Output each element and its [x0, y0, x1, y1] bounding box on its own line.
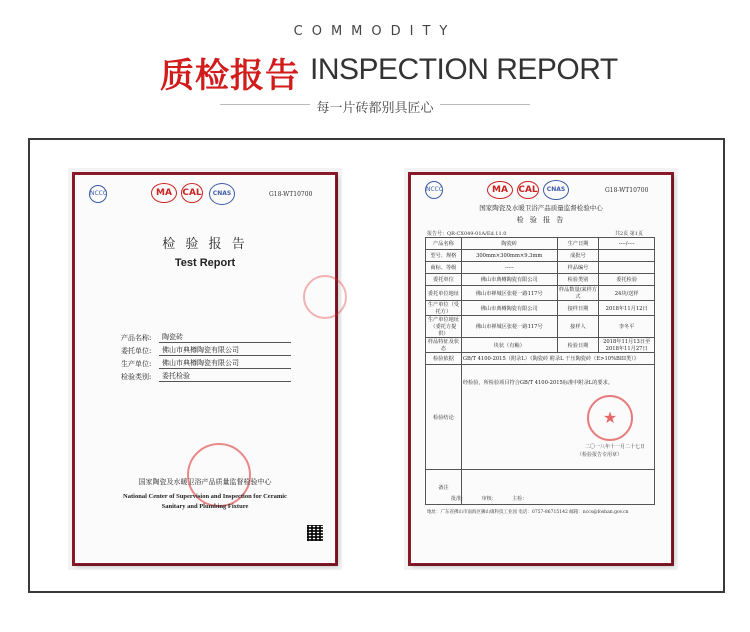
table-row: 型号、规格 300mm×300mm×9.3mm 成批号: [426, 250, 655, 262]
table-row: 委托单位地址 佛山市禅城区张槎一路117号 样品数量/来样方式 24块/送样: [426, 286, 655, 301]
nccc-logo-icon: NCCC: [425, 181, 443, 199]
field-product: 产品名称: 陶瓷砖: [121, 331, 291, 344]
field-category: 检验类别: 委托检验: [121, 370, 291, 383]
table-row: 样品特征及状态 块状（有釉） 检验日期 2018年11月13日至2018年11月27日: [426, 338, 655, 353]
table-row: 检验结论 经检验，所检验项目符合GB/T 4100-2015标准中附录L的要求。: [426, 365, 655, 470]
field-producer: 生产单位: 佛山市典樽陶瓷有限公司: [121, 357, 291, 370]
table-row: 产品名称 陶瓷砖 生产日期 ----/----: [426, 238, 655, 250]
ma-logo-icon: MA: [151, 183, 177, 203]
footer-address: 地址：广东省佛山市南海区狮山镇科技工业园 电话：0757-86715142 邮箱：nccs@foshan.gov.cn: [427, 510, 629, 515]
qr-code-icon: [307, 525, 323, 541]
cert-number: G18-WT10700: [269, 191, 313, 198]
cal-logo-icon: CAL: [517, 181, 539, 199]
nccc-logo-icon: NCCC: [89, 185, 107, 203]
table-row: 生产单位（受托方） 佛山市典樽陶瓷有限公司 接样日期 2018年11月12日: [426, 301, 655, 316]
ma-logo-icon: MA: [487, 181, 513, 199]
footer-signers: 批准： 审核： 主检：: [451, 496, 528, 502]
table-row: 委托单位 佛山市典樽陶瓷有限公司 检验类别 委托检验: [426, 274, 655, 286]
star-icon: ★: [602, 408, 618, 427]
left-fields: [121, 331, 291, 383]
official-seal-icon: [587, 395, 633, 441]
field-client: 委托单位: 佛山市典樽陶瓷有限公司: [121, 344, 291, 357]
cal-logo-icon: CAL: [181, 183, 203, 203]
report-table: [425, 237, 655, 505]
commodity-label: COMMODITY: [293, 24, 457, 39]
table-row: 备注: [426, 470, 655, 505]
table-row: 检验依据 GB/T 4100-2015（附录L）《陶瓷砖 附录L 干压陶瓷砖（E>10%BIII类）》: [426, 353, 655, 365]
page-number: 共2页 第1页: [615, 231, 643, 237]
center-name-en-1: National Center of Supervision and Inspection for Ceramic: [123, 493, 287, 500]
cnas-logo-icon: CNAS: [209, 183, 235, 205]
cert-number: G18-WT10700: [605, 187, 649, 194]
table-row: 商标、等级 ----- 样品编号: [426, 262, 655, 274]
page-title-en: INSPECTION REPORT: [310, 53, 618, 86]
sign-note: （检验报告专用章）: [577, 452, 623, 458]
center-name-en-2: Sanitary and Plumbing Fixture: [161, 503, 249, 510]
seal-stamp-icon: [303, 275, 347, 319]
report-title-cn: 检 验 报 告: [162, 237, 248, 252]
subtitle: 每一片砖都别具匠心: [316, 101, 434, 116]
report-title-en: Test Report: [174, 257, 236, 269]
table-row: 生产单位地址（委托方提供） 佛山市禅城区张槎一路117号 接样人 李冬平: [426, 316, 655, 338]
center-name-cn: 国家陶瓷及水暖卫浴产品质量监督检验中心: [138, 478, 272, 486]
left-report-page: [68, 168, 342, 570]
cnas-logo-icon: CNAS: [543, 180, 569, 200]
report-number: 报告号：QR-CX049-01A/Ed.11.0: [427, 231, 507, 237]
report-title: 检 验 报 告: [516, 216, 566, 224]
sign-date: 二〇一八年十一月二十七日: [585, 444, 646, 450]
org-name: 国家陶瓷及水暖卫浴产品质量监督检验中心: [479, 204, 603, 212]
page-title-cn: 质检报告: [160, 56, 300, 96]
right-report-page: [404, 168, 678, 570]
